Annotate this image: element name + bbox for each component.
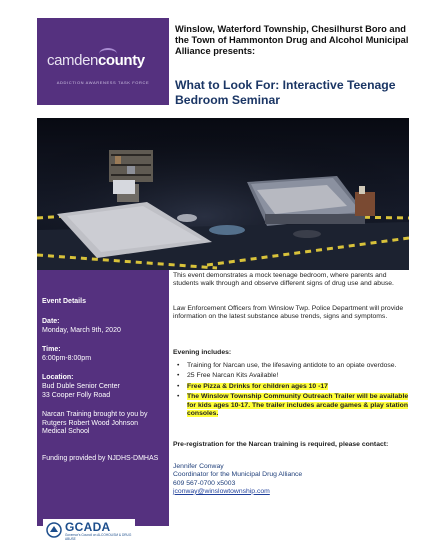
list-item bbox=[173, 372, 411, 380]
funding-note: Funding provided by NJDHS-DMHAS bbox=[42, 455, 159, 462]
contact-block bbox=[173, 463, 411, 496]
logo-name-part1: camden bbox=[47, 52, 98, 69]
gcada-name: GCADA bbox=[65, 520, 111, 534]
evening-includes-heading: Evening includes: bbox=[173, 349, 232, 356]
logo-wordmark bbox=[47, 52, 159, 69]
bedroom-photo-image bbox=[37, 118, 409, 270]
preregistration-note: Pre-registration for the Narcan training is required, please contact: bbox=[173, 441, 389, 448]
list-item-text: 25 Free Narcan Kits Available! bbox=[187, 372, 279, 380]
event-details-sidebar bbox=[37, 270, 169, 526]
location-line-1: Bud Duble Senior Center bbox=[42, 383, 120, 390]
list-item bbox=[173, 393, 411, 418]
gcada-full-name: Governor's Council on ALCOHOLISM & DRUG ABUSE bbox=[65, 533, 132, 541]
logo-tagline: ADDICTION AWARENESS TASK FORCE bbox=[56, 80, 150, 85]
evening-items-list bbox=[173, 362, 411, 418]
date-value: Monday, March 9th, 2020 bbox=[42, 327, 121, 334]
list-item bbox=[173, 383, 411, 391]
gcada-logo bbox=[43, 519, 135, 543]
location-label: Location: bbox=[42, 374, 74, 381]
date-label: Date: bbox=[42, 318, 60, 325]
intro-paragraph: This event demonstrates a mock teenage bedroom, where parents and students walk through and observe different signs of drug use and abuse. bbox=[173, 272, 394, 288]
presenters-text: Winslow, Waterford Township, Chesilhurst Boro and the Town of Hammonton Drug and Alcohol Municipal Alliance presents: bbox=[175, 24, 409, 57]
contact-phone: 609 567-0700 x5003 bbox=[173, 479, 236, 487]
highlighted-item-text: The Winslow Township Community Outreach Trailer will be available for kids ages 10-17. The trailer includes arcade games & play station consoles. bbox=[187, 393, 409, 418]
list-item bbox=[173, 362, 411, 370]
time-value: 6:00pm-8:00pm bbox=[42, 355, 92, 362]
narcan-training-note: Narcan Training brought to you by Rutgers Robert Wood Johnson Medical School bbox=[42, 411, 148, 436]
bedroom-stage-photo bbox=[37, 118, 409, 270]
law-enforcement-paragraph: Law Enforcement Officers from Winslow Twp. Police Department will provide information on the latest substance abuse trends, signs and symptoms. bbox=[173, 305, 404, 321]
contact-name: Jennifer Conway bbox=[173, 463, 224, 470]
camden-county-logo bbox=[37, 18, 169, 105]
gcada-emblem-icon bbox=[46, 522, 62, 538]
page-title: What to Look For: Interactive Teenage Bedroom Seminar bbox=[175, 78, 396, 107]
event-details-heading: Event Details bbox=[42, 298, 86, 305]
time-label: Time: bbox=[42, 346, 61, 353]
location-line-2: 33 Cooper Folly Road bbox=[42, 392, 111, 399]
contact-email-link[interactable]: jconway@winslowtownship.com bbox=[173, 487, 270, 495]
list-item-text: Training for Narcan use, the lifesaving antidote to an opiate overdose. bbox=[187, 362, 397, 369]
logo-name-part2: county bbox=[97, 52, 145, 69]
contact-title: Coordinator for the Municipal Drug Alliance bbox=[173, 471, 303, 479]
highlighted-item-text: Free Pizza & Drinks for children ages 10 -17 bbox=[187, 382, 328, 390]
